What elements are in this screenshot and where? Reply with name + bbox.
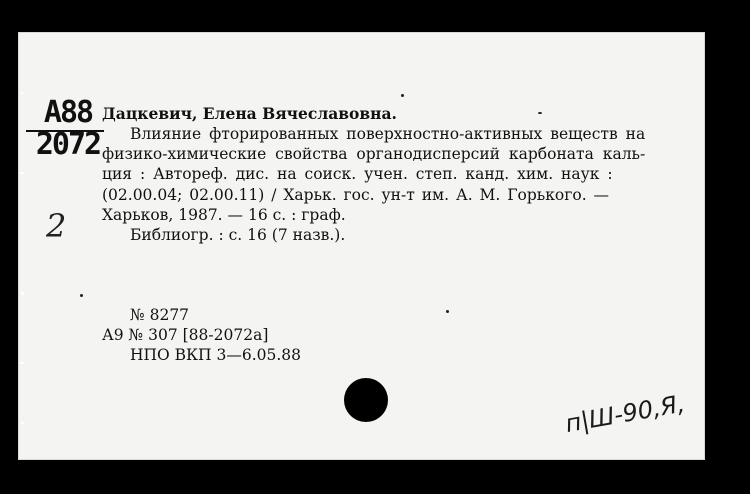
ink-dot	[401, 94, 404, 97]
processing-stamp: НПО ВКП 3—6.05.88	[130, 346, 302, 364]
description-line: физико-химические свойства органодисперсий карбоната каль-	[102, 145, 646, 163]
handwritten-mark: 2	[46, 207, 67, 245]
catalog-card	[18, 32, 705, 460]
scan-speck	[20, 362, 24, 364]
description-line: Влияние фторированных поверхностно-активных веществ на	[130, 125, 646, 143]
description-line: Харьков, 1987. — 16 с. : граф.	[102, 206, 346, 224]
author-name: Дацкевич, Елена Вячеславовна.	[102, 104, 397, 123]
scan-speck	[21, 92, 24, 94]
description-line: (02.00.04; 02.00.11) / Харьк. гос. ун-т им. А. М. Горького. —	[102, 186, 610, 204]
scan-speck	[21, 292, 24, 295]
call-number-top: А88	[43, 95, 93, 130]
inventory-number: А9 № 307 [88-2072а]	[102, 326, 269, 344]
scan-speck	[21, 422, 24, 424]
call-number-bottom: 2072	[35, 127, 101, 162]
ink-dot	[538, 112, 542, 114]
ink-dot	[446, 310, 449, 313]
punch-hole	[344, 378, 388, 422]
ink-dot	[80, 294, 83, 297]
bibliography-line: Библиогр. : с. 16 (7 назв.).	[130, 226, 346, 244]
description-line: ция : Автореф. дис. на соиск. учен. степ. канд. хим. наук :	[102, 165, 613, 183]
scan-speck	[20, 172, 24, 174]
registration-number: № 8277	[130, 306, 190, 324]
handwritten-note: п|Ш-90,Я,	[563, 389, 687, 438]
